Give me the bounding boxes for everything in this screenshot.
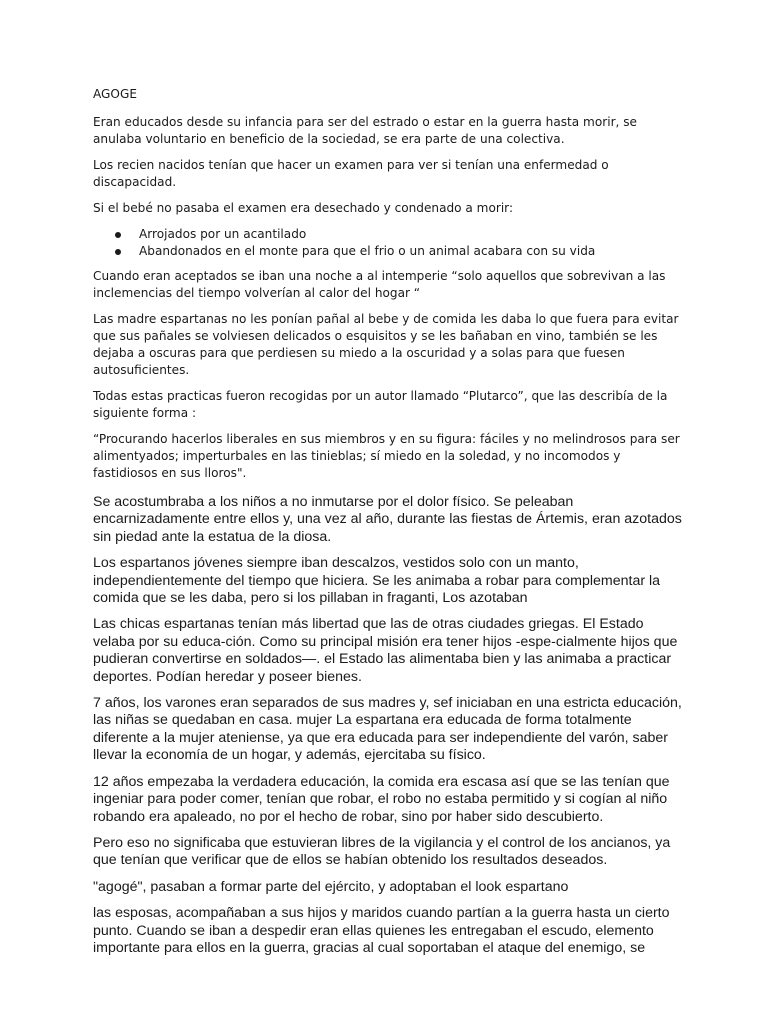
paragraph-young-spartans: Los espartanos jóvenes siempre iban descalzos, vestidos solo con un manto, independientemente del tiempo que hiciera. Se les animaba a robar para complementar la comida que se les daba, pero si los pillaban in fraganti, Los azotaban (93, 555, 661, 607)
paragraph-pain: Se acostumbraba a los niños a no inmutarse por el dolor físico. Se peleaban encarnizadamente entre ellos y, una vez al año, durante las fiestas de Ártemis, eran azotados sin piedad ante la estatua de la diosa. (93, 494, 682, 545)
bullet-icon (115, 232, 121, 238)
paragraph-elders: Pero eso no significaba que estuvieran libres de la vigilancia y el control de los ancianos, ya que tenían que verificar que de ellos se habían obtenido los resultados deseados. (93, 834, 671, 869)
paragraph-wives: las esposas, acompañaban a sus hijos y maridos cuando partían a la guerra hasta un cierto punto. Cuando se iban a despedir eran ellas quienes les entregaban el escudo, elemento importante para ellos en la guerra, gracias al cual soportaban el ataque del enemigo, se (93, 905, 670, 956)
paragraph-girls: Las chicas espartanas tenían más libertad que las de otras ciudades griegas. El Estado velaba por su educa-ción. Como su principal misión era tener hijos -espe-cialmente hijos que pudieran convertirse en soldados—. el Estado las alimentaba bien y las animaba a practicar deportes. Podían heredar y poseer bienes. (93, 616, 678, 685)
list-item (93, 243, 683, 260)
paragraph-army: "agogé", pasaban a formar parte del ejército, y adoptaban el look espartano (93, 878, 569, 895)
document-title: AGOGE (93, 87, 137, 101)
bullet-list (93, 226, 683, 260)
list-item (93, 226, 683, 243)
bullet-icon (115, 249, 121, 255)
paragraph-seven-years: 7 años, los varones eran separados de sus madres y, sef iniciaban en una estricta educación, las niñas se quedaban en casa. mujer La espartana era educada de forma totalmente diferente a la mujer ateniense, ya que era educada para ser independiente del varón, saber llevar la economía de un hogar, y además, ejercitaba su físico. (93, 695, 682, 764)
paragraph-mothers: Las madre espartanas no les ponían pañal al bebe y de comida les daba lo que fuera para evitar que sus pañales se volviesen delicados o esquisitos y se les bañaban en vino, también se les dejaba a oscuras para que perdiesen su miedo a la oscuridad y a solas para que fuesen autosuficientes. (93, 312, 679, 377)
list-item-text: Arrojados por un acantilado (139, 227, 307, 241)
paragraph-rejected-baby: Si el bebé no pasaba el examen era desechado y condenado a morir: (93, 201, 514, 215)
paragraph-twelve-years: 12 años empezaba la verdadera educación, la comida era escasa así que se las tenían que ingeniar para poder comer, tenían que robar, el robo no estaba permitido y si cogían al niño robando era apaleado, no por el hecho de robar, sino por haber sido descubierto. (93, 773, 670, 825)
document-page (93, 86, 683, 966)
paragraph-plutarco: Todas estas practicas fueron recogidas por un autor llamado “Plutarco”, que las describía de la siguiente forma : (93, 389, 668, 420)
paragraph-upbringing: Eran educados desde su infancia para ser del estrado o estar en la guerra hasta morir, se anulaba voluntario en beneficio de la sociedad, se era parte de una colectiva. (93, 115, 637, 146)
list-item-text: Abandonados en el monte para que el frio o un animal acabara con su vida (139, 244, 596, 258)
paragraph-accepted: Cuando eran aceptados se iban una noche a al intemperie “solo aquellos que sobrevivan a las inclemencias del tiempo volverían al calor del hogar “ (93, 269, 666, 300)
paragraph-quote: “Procurando hacerlos liberales en sus miembros y en su figura: fáciles y no melindrosos para ser alimentyados; imperturbales en las tinieblas; sí miedo en la soledad, y no incomodos y fastidiosos en sus lloros". (93, 432, 680, 480)
paragraph-newborn-exam: Los recien nacidos tenían que hacer un examen para ver si tenían una enfermedad o discapacidad. (93, 158, 609, 189)
